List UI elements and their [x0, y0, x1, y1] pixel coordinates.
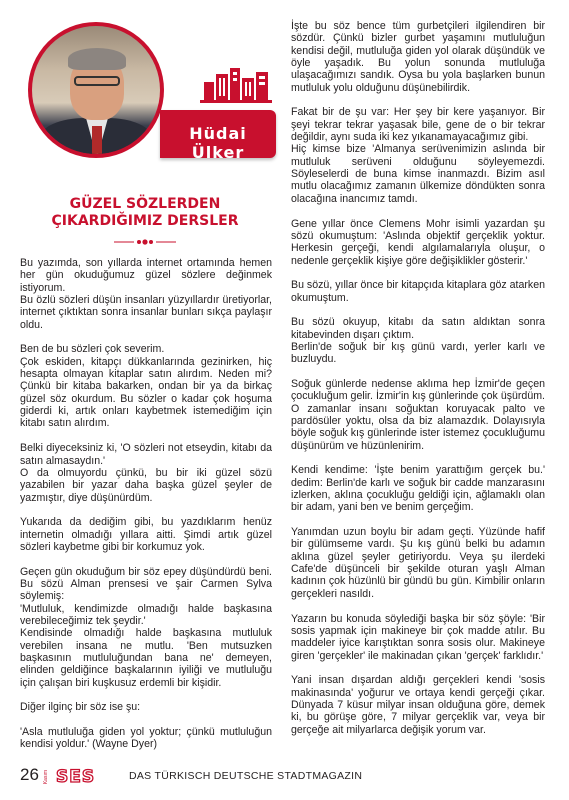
author-photo: [32, 26, 160, 154]
paragraph: Belki diyeceksiniz ki, 'O sözleri not etseydin, kitabı da satın almasaydın.' O da olmuyordu çünkü, bu bir iki güzel sözü yazabilen bir yazar daha başka güzel şeyler de yazmıştır, diye düşünürdüm.: [20, 442, 272, 504]
paragraph: Soğuk günlerde nedense aklıma hep İzmir'de geçen çocukluğum gelir. İzmir'in kış günlerinde çok üşürdüm. O zamanlar insanı soğuktan koruyacak palto ve pardösüler yoktu, olsa da biz alamazdık. Dolayısıyla böyle soğuk kış günlerinde ister istemez çocukluğumu düşünürüm ve hüzünlenirim.: [291, 377, 545, 452]
author-name: Hüdai Ülker: [189, 124, 247, 162]
author-name-card: [160, 110, 276, 162]
paragraph: Ben de bu sözleri çok severim. Çok eskiden, kitapçı dükkanlarında gezinirken, hiç hesapta olmayan kitaplar satın alırdım. Neden mi? Çünkü bir kitaba bakarken, ondan bir ya da birkaç güzel söz okurdum. Bu sözler o kadar çok hoşuma giderdi ki, artık onları kaybetmek istemediğim için kitabı satın alırdım.: [20, 343, 272, 430]
author-photo-frame: [28, 22, 164, 158]
paragraph: Bu yazımda, son yıllarda internet ortamında hemen her gün okuduğumuz güzel sözlere değinmek istiyorum. Bu özlü sözleri düşün insanları yüzyıllardır üretiyorlar, internet çıktıktan sonra insanlar bunları sıkça paylaşır oldu.: [20, 257, 272, 331]
paragraph: 'Asla mutluluğa giden yol yoktur; çünkü mutluluğun kendisi yoldur.' (Wayne Dyer): [20, 726, 272, 751]
divider-ornament: [20, 238, 270, 246]
page-footer: [20, 765, 550, 789]
paragraph: Kendi kendime: 'İşte benim yarattığım gerçek bu.' dedim: Berlin'de karlı ve soğuk bir cadde manzarasını izlerken, aklına çocukluğu geldiği için, ağlamaklı olan bir adam, yani ben ve benim gerçeğim.: [291, 464, 545, 514]
city-skyline-icon: [200, 64, 272, 104]
paragraph: Bu sözü okuyup, kitabı da satın aldıktan sonra kitabevinden dışarı çıktım. Berlin'de soğuk bir kış günü vardı, yerler karlı ve buzluydu.: [291, 316, 545, 366]
paragraph: Geçen gün okuduğum bir söz epey düşündürdü beni. Bu sözü Alman prensesi ve şair Carmen Sylva söylemiş: 'Mutluluk, kendimizde olmadığı halde başkasına verebileceğimiz tek şeydir.' Kendisinde olmadığı halde başkasına mutluluk verebilen insana ne mutlu. 'Ben mutsuzken başkasının mutluluğundan bana ne' demeyen, elinden geldiğince başkalarının iyiliği ve mutluluğu için çalışan biri kuşkusuz erdemli bir kişidir.: [20, 565, 272, 689]
article-title-line2: ÇIKARDIĞIMIZ DERSLER: [51, 213, 239, 229]
paragraph: Yanımdan uzun boylu bir adam geçti. Yüzünde hafif bir gülümseme vardı. Şu kış günü belki bu adamın aklına güzel şeyler getiriyordu. Veya şu ilerdeki Cafe'de düşünceli bir şekilde oturan yaşlı Alman kadının çok hüzünlü bir gündü bu gün. Kimbilir onların gerçekleri nasıldı.: [291, 526, 545, 600]
paragraph: Diğer ilginç bir söz ise şu:: [20, 701, 141, 714]
paragraph: Yani insan dışardan aldığı gerçekleri kendi 'sosis makinasında' yoğurur ve ortaya kendi gerçeği çıkar. Dünyada 7 küsur milyar insan olduğuna göre, demek ki, bu görüşe göre, 7 milyar gerçeklik var, veya bir gerçeğe ait milyarlarca değişik yorum var.: [291, 674, 545, 736]
magazine-slogan: DAS TÜRKISCH DEUTSCHE STADTMAGAZIN: [129, 770, 363, 782]
paragraph: Yukarıda da dediğim gibi, bu yazdıklarım henüz internetin olmadığı yıllara aitti. Şimdi artık güzel sözleri kaybetme gibi bir korkumuz yok.: [20, 516, 272, 553]
paragraph: Bu sözü, yıllar önce bir kitapçıda kitaplara göz atarken okumuştum.: [291, 279, 545, 304]
paragraph: Fakat bir de şu var: Her şey bir kere yaşanıyor. Bir şeyi tekrar tekrar yaşasak bile, gene de o bir tekrar değildir, aynı suda iki kez yıkanamayacağımız gibi. Hiç kimse bize 'Almanya serüvenimizin aslında bir mutluluk serüveni olduğunu söyleyemezdi. Söyleselerdi de buna kimse inanmazdı. Bizim asıl mutlu olacağımız zamanın ülkemize döndükten sonra olacağına inancımız tamdı.: [291, 106, 545, 205]
page-number: 26: [20, 765, 39, 784]
article-column-right: [291, 20, 545, 748]
paragraph: Gene yıllar önce Clemens Mohr isimli yazardan şu sözü okumuştum: 'Aslında objektif gerçeklik yoktur. Herkesin gerçeği, kendi algılamalarıyla oluşur, o nedenle gerçeklik kişiye göre değişiklikler gösterir.': [291, 217, 545, 267]
paragraph: Yazarın bu konuda söylediği başka bir söz şöyle: 'Bir sosis yapmak için makineye bir çok madde atılır. Bu maddeler iyice karıştıktan sonra sosis olur. Makineye giren 'gerçekler' ile makinadan çıkan 'gerçek' farklıdır.': [291, 612, 545, 662]
magazine-logo: SES: [56, 767, 96, 787]
article-column-left: [20, 257, 272, 763]
paragraph: İşte bu söz bence tüm gurbetçileri ilgilendiren bir sözdür. Çünkü bizler gurbet yaşamını mutluluğun kendisi değil, mutluluğa giden yol olarak düşündük ve öyle yaşadık. Bu yolun sonunda mutluluğa ulaşacağımızı sandık. Oysa bu yola başlarken bunun mutluluk yolu olduğunu düşünebilirdik.: [291, 20, 545, 94]
issue-month: Kasım: [43, 770, 49, 785]
article-title-line1: GÜZEL SÖZLERDEN: [69, 196, 221, 212]
